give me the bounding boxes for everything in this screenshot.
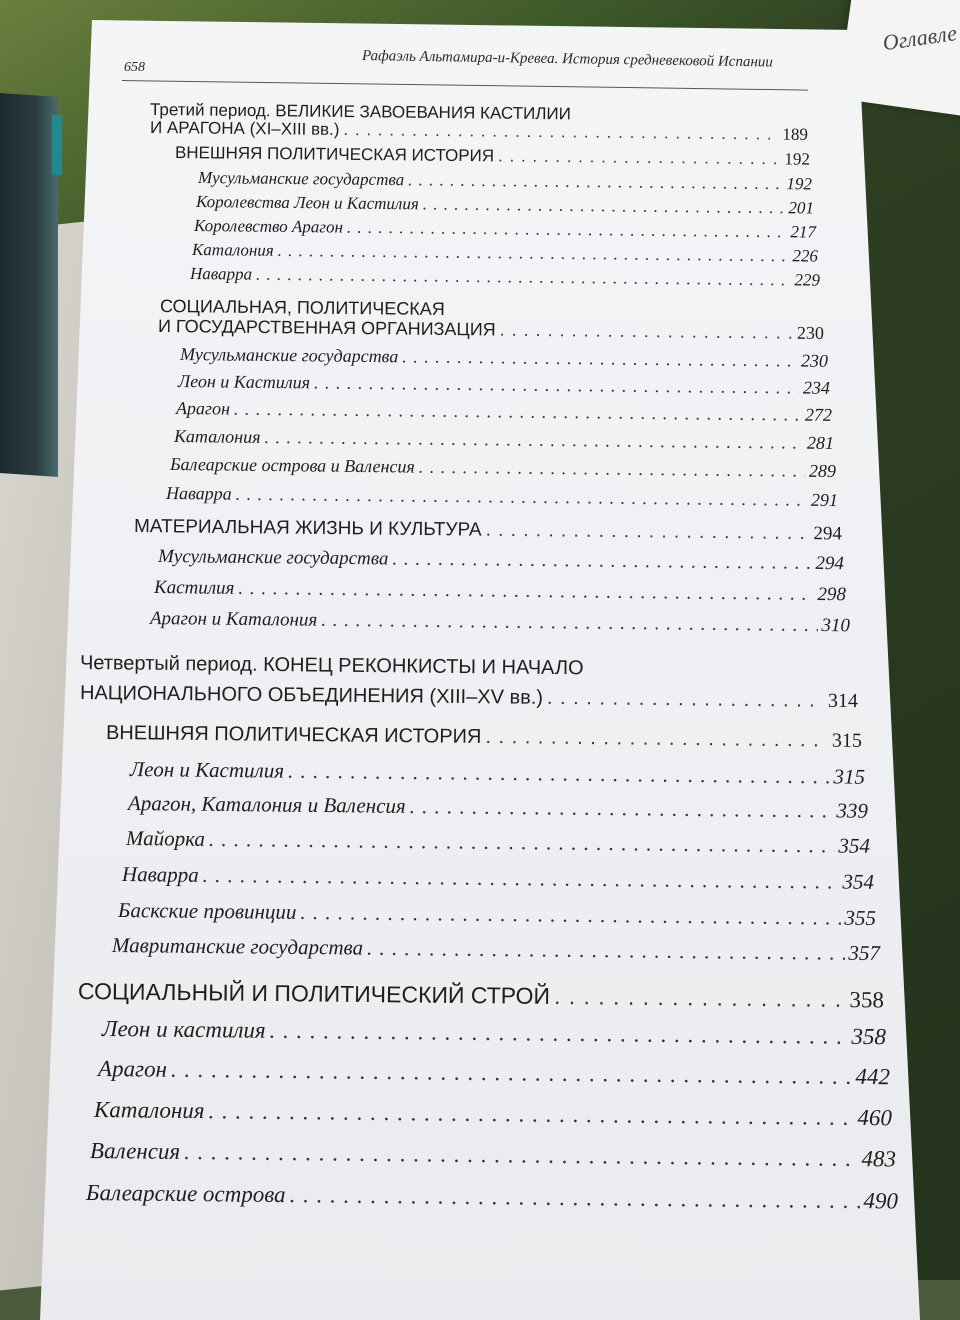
toc-entry-item[interactable] <box>98 1056 890 1090</box>
leader-dots <box>367 936 845 966</box>
leader-dots <box>209 827 835 859</box>
leader-dots <box>288 759 830 790</box>
toc-entry-label: Каталония <box>173 426 261 447</box>
toc-page-number: 358 <box>849 987 885 1013</box>
running-title: Рафаэль Альтамира-и-Кревеа. История средневековой Испании <box>361 48 773 71</box>
toc-page-number: 217 <box>790 222 817 242</box>
leader-dots <box>347 218 787 243</box>
toc-entry-item[interactable] <box>126 826 870 859</box>
toc-entry-item[interactable] <box>122 862 874 895</box>
toc-page-number: 442 <box>855 1063 891 1090</box>
toc-entry-label: Мусульманские государства <box>197 168 405 190</box>
leader-dots <box>485 726 828 753</box>
leader-dots <box>500 320 793 344</box>
toc-entry-item[interactable] <box>90 1138 896 1172</box>
toc-entry-item[interactable] <box>112 933 880 966</box>
leader-dots <box>486 520 810 545</box>
toc-entry-social-organization[interactable] <box>158 316 824 344</box>
toc-entry-label: Королевства Леон и Кастилия <box>195 192 419 214</box>
toc-page-number: 315 <box>833 764 866 789</box>
toc-entry-external-history[interactable] <box>106 722 862 753</box>
toc-entry-label: НАЦИОНАЛЬНОГО ОБЪЕДИНЕНИЯ (XIII–XV вв.) <box>79 682 544 709</box>
leader-dots <box>314 372 799 398</box>
toc-entry-item[interactable] <box>86 1180 898 1215</box>
toc-page-number: 226 <box>792 246 819 266</box>
toc-entry-item[interactable] <box>154 577 846 606</box>
toc-entry-item[interactable] <box>190 264 820 291</box>
toc-entry-label: Арагон <box>97 1056 168 1082</box>
toc-page-number: 355 <box>844 905 877 930</box>
leader-dots <box>410 794 833 823</box>
leader-dots <box>402 346 797 371</box>
toc-social-title-line1: СОЦИАЛЬНАЯ, ПОЛИТИЧЕСКАЯ <box>159 296 445 319</box>
leader-dots <box>321 610 817 637</box>
toc-entry-label: МАТЕРИАЛЬНАЯ ЖИЗНЬ И КУЛЬТУРА <box>133 516 482 541</box>
toc-entry-label: Наварра <box>121 862 199 887</box>
toc-entry-item[interactable] <box>130 757 865 790</box>
toc-page-number: 358 <box>851 1023 887 1050</box>
toc-period-3-title-line1: Третий период. ВЕЛИКИЕ ЗАВОЕВАНИЯ КАСТИЛИИ <box>149 100 571 124</box>
toc-entry-label: СОЦИАЛЬНЫЙ И ПОЛИТИЧЕСКИЙ СТРОЙ <box>77 978 551 1009</box>
toc-page-number: 230 <box>800 350 829 371</box>
toc-page-number: 272 <box>804 404 833 425</box>
leader-dots <box>234 399 801 426</box>
leader-dots <box>278 241 789 266</box>
toc-entry-item[interactable] <box>194 216 816 243</box>
toc-entry-label: Мусульманские государства <box>157 546 389 570</box>
toc-entry-label: Каталония <box>93 1097 205 1124</box>
toc-entry-label: Арагон и Каталония <box>149 608 318 631</box>
toc-entry-label: Балеарские острова <box>85 1180 286 1208</box>
leader-dots <box>408 170 782 194</box>
leader-dots <box>269 1018 847 1050</box>
toc-entry-item[interactable] <box>170 454 836 482</box>
toc-page-number: 294 <box>815 552 845 575</box>
toc-entry-label: ВНЕШНЯЯ ПОЛИТИЧЕСКАЯ ИСТОРИЯ <box>105 722 482 748</box>
leader-dots <box>392 548 811 574</box>
leader-dots <box>264 427 803 454</box>
toc-entry-label: Каталония <box>191 240 274 260</box>
leader-dots <box>203 863 839 895</box>
right-page-text: Оглавле <box>881 20 959 56</box>
toc-entry-item[interactable] <box>166 483 838 511</box>
toc-entry-item[interactable] <box>94 1097 892 1131</box>
toc-page-number: 483 <box>861 1146 897 1172</box>
toc-entry-item[interactable] <box>174 426 834 454</box>
toc-entry-label: Леон и Кастилия <box>177 371 311 393</box>
leader-dots <box>290 1182 860 1214</box>
toc-entry-social-political-system[interactable] <box>78 978 884 1013</box>
toc-page-number: 230 <box>796 322 825 343</box>
toc-page-number: 291 <box>810 489 839 511</box>
toc-page-number: 460 <box>857 1104 893 1131</box>
toc-entry-label: И АРАГОНА (XI–XIII вв.) <box>149 118 340 139</box>
toc-entry-label: И ГОСУДАРСТВЕННАЯ ОРГАНИЗАЦИЯ <box>157 316 496 340</box>
leader-dots <box>184 1139 858 1172</box>
toc-entry-item[interactable] <box>118 898 876 931</box>
toc-period-4-title-line1: Четвертый период. КОНЕЦ РЕКОНКИСТЫ И НАЧАЛО <box>79 652 584 680</box>
leader-dots <box>498 146 781 169</box>
toc-entry-label: Валенсия <box>89 1138 181 1164</box>
toc-entry-label: Мусульманские государства <box>179 344 399 367</box>
toc-page-number: 192 <box>786 174 813 194</box>
toc-entry-item[interactable] <box>196 192 814 218</box>
toc-page-number: 201 <box>788 198 815 218</box>
toc-entry-external-history[interactable] <box>175 143 810 170</box>
header-rule <box>122 80 808 91</box>
page-number: 658 <box>124 60 145 75</box>
toc-entry-label: Королевство Арагон <box>193 216 344 237</box>
leader-dots <box>300 900 840 931</box>
toc-page-number: 315 <box>831 729 863 752</box>
toc-entry-label: Арагон <box>175 398 231 419</box>
toc-page-number: 281 <box>806 432 835 453</box>
toc-entry-label: Майорка <box>125 826 206 851</box>
toc-entry-period-3[interactable] <box>150 118 808 145</box>
toc-entry-item[interactable] <box>158 546 844 575</box>
toc-page-number: 192 <box>784 149 811 169</box>
toc-page-number: 310 <box>821 615 851 637</box>
leader-dots <box>547 687 824 713</box>
toc-entry-label: Баскские провинции <box>117 898 297 924</box>
leader-dots <box>238 578 813 606</box>
leader-dots <box>236 484 807 511</box>
toc-entry-item[interactable] <box>180 344 828 372</box>
toc-entry-label: Мавританские государства <box>111 933 364 960</box>
toc-page-number: 289 <box>808 460 837 481</box>
toc-page-number: 298 <box>817 583 847 606</box>
toc-entry-material-culture[interactable] <box>134 516 842 545</box>
leader-dots <box>423 194 785 218</box>
toc-entry-label: Кастилия <box>153 577 235 599</box>
toc-page-number: 229 <box>794 270 821 290</box>
toc-entry-label: Леон и кастилия <box>101 1016 266 1043</box>
leader-dots <box>256 265 791 291</box>
toc-entry-label: Арагон, Каталония и Валенсия <box>127 791 406 818</box>
toc-page-number: 354 <box>838 833 871 858</box>
toc-entry-item[interactable] <box>150 608 850 637</box>
toc-entry-item[interactable] <box>178 371 830 399</box>
toc-page-number: 294 <box>813 523 843 545</box>
toc-entry-label: ВНЕШНЯЯ ПОЛИТИЧЕСКАЯ ИСТОРИЯ <box>174 143 495 166</box>
toc-entry-item[interactable] <box>176 398 832 426</box>
toc-page-number: 339 <box>836 798 869 823</box>
toc-entry-item[interactable] <box>198 168 812 194</box>
toc-entry-period-4[interactable] <box>80 682 858 713</box>
leader-dots <box>171 1057 852 1090</box>
toc-entry-label: Наварра <box>189 264 253 284</box>
toc-page-number: 354 <box>842 869 875 894</box>
toc-page-number: 234 <box>802 377 831 398</box>
leader-dots <box>554 983 846 1013</box>
leader-dots <box>208 1098 853 1131</box>
toc-page-number: 490 <box>863 1188 899 1214</box>
toc-page-number: 189 <box>782 124 809 144</box>
toc-entry-item[interactable] <box>128 791 868 824</box>
toc-entry-label: Леон и Кастилия <box>129 757 285 783</box>
toc-entry-item[interactable] <box>192 240 818 267</box>
toc-page-number: 314 <box>827 689 859 713</box>
leader-dots <box>419 457 805 482</box>
toc-entry-item[interactable] <box>102 1016 886 1050</box>
toc-page-number: 357 <box>848 940 881 966</box>
toc-entry-label: Наварра <box>165 483 232 504</box>
toc-entry-label: Балеарские острова и Валенсия <box>169 454 415 477</box>
leader-dots <box>343 120 778 145</box>
